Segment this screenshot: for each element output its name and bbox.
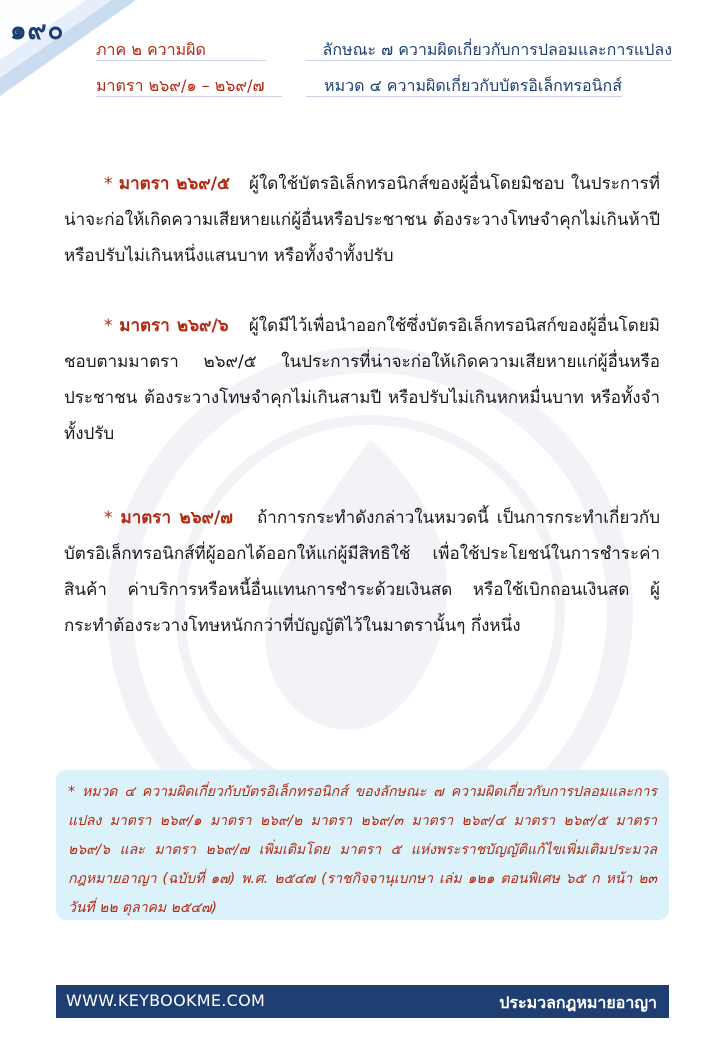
amendment-marker: * [104, 174, 113, 194]
header-chapter-nature: ลักษณะ ๗ ความผิดเกี่ยวกับการปลอมและการแปลง [322, 40, 672, 59]
footnote-text: * หมวด ๔ ความผิดเกี่ยวกับบัตรอิเล็กทรอนิกส์ ของลักษณะ ๗ ความผิดเกี่ยวกับการปลอมและการแปลง มาตรา ๒๖๙/๑ มาตรา ๒๖๙/๒ มาตรา ๒๖๙/๓ มาตรา ๒๖๙/๔ มาตรา ๒๖๙/๕ มาตรา ๒๖๙/๖ และ มาตรา ๒๖๙/๗ เพิ่มเติมโดย มาตรา ๕ แห่งพระราชบัญญัติแก้ไขเพิ่มเติมประมวลกฎหมายอาญา (ฉบับที่ ๑๗) พ.ศ. ๒๕๔๗ (ราชกิจจานุเบกษา เล่ม ๑๒๑ ตอนพิเศษ ๖๕ ก หน้า ๒๓ วันที่ ๒๒ ตุลาคม ๒๕๔๗) [68, 784, 657, 916]
section-paragraph [64, 166, 660, 274]
section-text: ถ้าการกระทำดังกล่าวในหมวดนี้ เป็นการกระทำเกี่ยวกับบัตรอิเล็กทรอนิกส์ที่ผู้ออกได้ออกให้แก่ผู้มีสิทธิใช้ เพื่อใช้ประโยชน์ในการชำระค่าสินค้า ค่าบริการหรือหนี้อื่นแทนการชำระด้วยเงินสด หรือใช้เบิกถอนเงินสด ผู้กระทำต้องระวางโทษหนักกว่าที่บัญญัติไว้ในมาตรานั้นๆ กึ่งหนึ่ง [64, 508, 661, 636]
section-paragraph [64, 500, 660, 644]
header-division: หมวด ๔ ความผิดเกี่ยวกับบัตรอิเล็กทรอนิกส์ [324, 76, 622, 95]
amendment-marker: * [104, 508, 113, 528]
header-divider-left-top [96, 60, 266, 61]
amendment-footnote [56, 770, 669, 920]
header-divider-left-bottom [96, 96, 282, 97]
section-text: ผู้ใดใช้บัตรอิเล็กทรอนิกส์ของผู้อื่นโดยมิชอบ ในประการที่น่าจะก่อให้เกิดความเสียหายแก่ผู้อื่นหรือประชาชน ต้องระวางโทษจำคุกไม่เกินห้าปี หรือปรับไม่เกินหนึ่งแสนบาท หรือทั้งจำทั้งปรับ [64, 174, 661, 266]
statute-body [64, 166, 660, 644]
header-section-range: มาตรา ๒๖๙/๑ – ๒๖๙/๗ [96, 76, 265, 95]
section-reference: มาตรา ๒๖๙/๕ [118, 174, 230, 194]
footer-book-title: ประมวลกฎหมายอาญา [499, 993, 657, 1012]
section-text: ผู้ใดมีไว้เพื่อนำออกใช้ซึ่งบัตรอิเล็กทรอนิสก์ของผู้อื่นโดยมิชอบตามมาตรา ๒๖๙/๕ ในประการที่น่าจะก่อให้เกิดความเสียหายแก่ผู้อื่นหรือประชาชน ต้องระวางโทษจำคุกไม่เกินสามปี หรือปรับไม่เกินหกหมื่นบาท หรือทั้งจำทั้งปรับ [64, 316, 661, 444]
section-paragraph [64, 308, 660, 452]
section-reference: มาตรา ๒๖๙/๖ [119, 316, 229, 336]
amendment-marker: * [104, 316, 113, 336]
footer-bar [56, 985, 669, 1018]
footer-website-link[interactable]: WWW.KEYBOOKME.COM [66, 991, 266, 1010]
page-number: ๑๙๐ [10, 16, 65, 46]
header-divider-right-bottom [306, 96, 622, 97]
header-divider-right-top [306, 60, 672, 61]
section-reference: มาตรา ๒๖๙/๗ [120, 508, 233, 528]
header-part: ภาค ๒ ความผิด [96, 40, 206, 59]
